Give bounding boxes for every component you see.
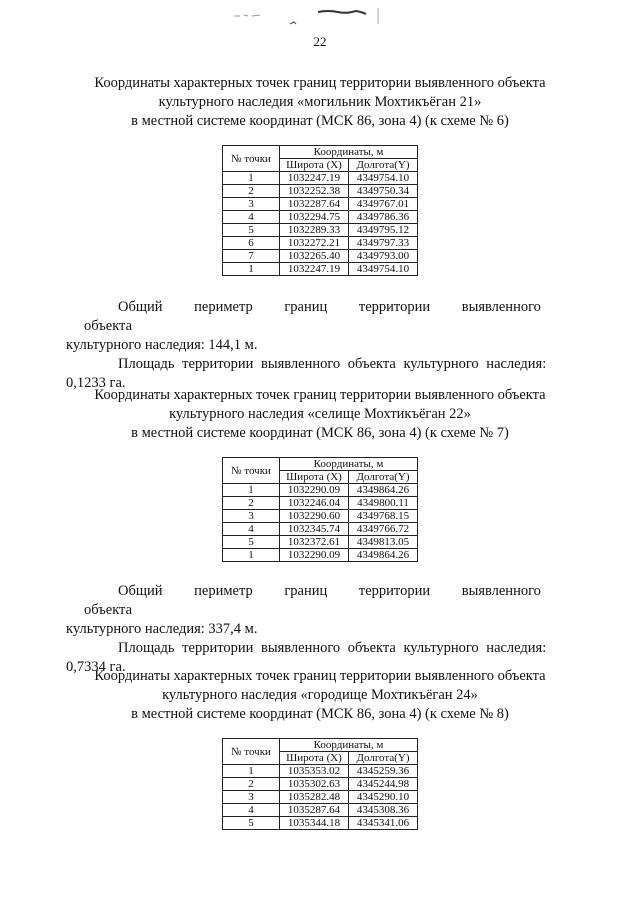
cell-point-number: 2 bbox=[223, 778, 280, 791]
cell-y: 4349754.10 bbox=[349, 172, 418, 185]
table-row bbox=[223, 224, 418, 237]
coordinates-table bbox=[222, 145, 418, 276]
col-header-x: Широта (X) bbox=[280, 752, 349, 765]
cell-y: 4349813.05 bbox=[349, 536, 418, 549]
cell-point-number: 1 bbox=[223, 172, 280, 185]
cell-y: 4345244.98 bbox=[349, 778, 418, 791]
heading-line: культурного наследия «селище Мохтикъёган 22» bbox=[169, 406, 471, 422]
cell-point-number: 1 bbox=[223, 765, 280, 778]
table-row bbox=[223, 185, 418, 198]
cell-y: 4349795.12 bbox=[349, 224, 418, 237]
table-row bbox=[223, 172, 418, 185]
cell-point-number: 4 bbox=[223, 523, 280, 536]
section-heading bbox=[0, 386, 640, 443]
col-header-coordinates: Координаты, м bbox=[280, 458, 418, 471]
cell-x: 1032247.19 bbox=[280, 263, 349, 276]
table-row bbox=[223, 804, 418, 817]
cell-y: 4349800.11 bbox=[349, 497, 418, 510]
area-text-line2: 0,7334 га. bbox=[66, 659, 126, 675]
cell-x: 1032252.38 bbox=[280, 185, 349, 198]
col-header-point: № точки bbox=[223, 458, 280, 484]
cell-point-number: 1 bbox=[223, 484, 280, 497]
cell-y: 4345290.10 bbox=[349, 791, 418, 804]
coordinates-table bbox=[222, 457, 418, 562]
cell-y: 4349864.26 bbox=[349, 549, 418, 562]
perimeter-text-line2: культурного наследия: 337,4 м. bbox=[66, 621, 258, 637]
heading-line: культурного наследия «городище Мохтикъёган 24» bbox=[162, 687, 478, 703]
cell-point-number: 7 bbox=[223, 250, 280, 263]
cell-point-number: 3 bbox=[223, 791, 280, 804]
cell-y: 4349754.10 bbox=[349, 263, 418, 276]
table-row bbox=[223, 484, 418, 497]
cell-point-number: 2 bbox=[223, 497, 280, 510]
cell-x: 1032287.64 bbox=[280, 198, 349, 211]
heading-line: в местной системе координат (МСК 86, зона 4) (к схеме № 6) bbox=[131, 113, 509, 129]
heading-line: Координаты характерных точек границ территории выявленного объекта bbox=[94, 668, 546, 684]
cell-y: 4345308.36 bbox=[349, 804, 418, 817]
cell-x: 1035344.18 bbox=[280, 817, 349, 830]
cell-y: 4349750.34 bbox=[349, 185, 418, 198]
cell-point-number: 3 bbox=[223, 510, 280, 523]
table-row bbox=[223, 765, 418, 778]
cell-point-number: 1 bbox=[223, 263, 280, 276]
table-row bbox=[223, 523, 418, 536]
table-header-row bbox=[223, 458, 418, 471]
cell-y: 4345259.36 bbox=[349, 765, 418, 778]
cell-x: 1035282.48 bbox=[280, 791, 349, 804]
cell-y: 4349767.01 bbox=[349, 198, 418, 211]
cell-x: 1032272.21 bbox=[280, 237, 349, 250]
cell-point-number: 2 bbox=[223, 185, 280, 198]
col-header-coordinates: Координаты, м bbox=[280, 146, 418, 159]
heading-line: культурного наследия «могильник Мохтикъёган 21» bbox=[158, 94, 482, 110]
cell-point-number: 5 bbox=[223, 536, 280, 549]
table-row bbox=[223, 549, 418, 562]
section-heading bbox=[0, 667, 640, 724]
table-row bbox=[223, 198, 418, 211]
table-row bbox=[223, 497, 418, 510]
cell-y: 4349793.00 bbox=[349, 250, 418, 263]
cell-x: 1032372.61 bbox=[280, 536, 349, 549]
table-row bbox=[223, 536, 418, 549]
cell-point-number: 6 bbox=[223, 237, 280, 250]
heading-line: Координаты характерных точек границ территории выявленного объекта bbox=[94, 75, 546, 91]
heading-line: в местной системе координат (МСК 86, зона 4) (к схеме № 7) bbox=[131, 425, 509, 441]
cell-y: 4349766.72 bbox=[349, 523, 418, 536]
cell-point-number: 4 bbox=[223, 211, 280, 224]
table-row bbox=[223, 778, 418, 791]
cell-point-number: 3 bbox=[223, 198, 280, 211]
cell-x: 1035353.02 bbox=[280, 765, 349, 778]
perimeter-text-line1: Общий периметр границ территории выявленного объекта bbox=[84, 583, 541, 618]
table-header-row bbox=[223, 146, 418, 159]
table-row bbox=[223, 791, 418, 804]
heading-line: в местной системе координат (МСК 86, зона 4) (к схеме № 8) bbox=[131, 706, 509, 722]
section-object-21 bbox=[0, 74, 640, 393]
cell-y: 4349864.26 bbox=[349, 484, 418, 497]
cell-x: 1035302.63 bbox=[280, 778, 349, 791]
cell-point-number: 4 bbox=[223, 804, 280, 817]
table-row bbox=[223, 510, 418, 523]
perimeter-text-line2: культурного наследия: 144,1 м. bbox=[66, 337, 258, 353]
col-header-point: № точки bbox=[223, 739, 280, 765]
cell-x: 1032290.09 bbox=[280, 549, 349, 562]
heading-line: Координаты характерных точек границ территории выявленного объекта bbox=[94, 387, 546, 403]
col-header-x: Широта (X) bbox=[280, 159, 349, 172]
table-row bbox=[223, 237, 418, 250]
cell-x: 1032246.04 bbox=[280, 497, 349, 510]
cell-x: 1032345.74 bbox=[280, 523, 349, 536]
cell-y: 4349768.15 bbox=[349, 510, 418, 523]
cell-point-number: 1 bbox=[223, 549, 280, 562]
cell-x: 1032247.19 bbox=[280, 172, 349, 185]
cell-point-number: 5 bbox=[223, 817, 280, 830]
col-header-y: Долгота(Y) bbox=[349, 752, 418, 765]
section-object-22 bbox=[0, 386, 640, 677]
scan-artifact-marks bbox=[230, 6, 400, 28]
cell-x: 1032290.60 bbox=[280, 510, 349, 523]
perimeter-text-line1: Общий периметр границ территории выявленного объекта bbox=[84, 299, 541, 334]
cell-x: 1032289.33 bbox=[280, 224, 349, 237]
cell-y: 4345341.06 bbox=[349, 817, 418, 830]
section-heading bbox=[0, 74, 640, 131]
table-row bbox=[223, 211, 418, 224]
table-header-row bbox=[223, 739, 418, 752]
cell-x: 1035287.64 bbox=[280, 804, 349, 817]
area-text-line1: Площадь территории выявленного объекта культурного наследия: bbox=[118, 640, 547, 656]
cell-x: 1032265.40 bbox=[280, 250, 349, 263]
table-row bbox=[223, 817, 418, 830]
cell-y: 4349786.36 bbox=[349, 211, 418, 224]
col-header-y: Долгота(Y) bbox=[349, 471, 418, 484]
table-row bbox=[223, 250, 418, 263]
area-text-line2: 0,1233 га. bbox=[66, 375, 126, 391]
table-row bbox=[223, 263, 418, 276]
area-text-line1: Площадь территории выявленного объекта культурного наследия: bbox=[118, 356, 547, 372]
cell-point-number: 5 bbox=[223, 224, 280, 237]
section-object-24 bbox=[0, 667, 640, 830]
col-header-y: Долгота(Y) bbox=[349, 159, 418, 172]
col-header-x: Широта (X) bbox=[280, 471, 349, 484]
col-header-coordinates: Координаты, м bbox=[280, 739, 418, 752]
cell-x: 1032294.75 bbox=[280, 211, 349, 224]
page-number: 22 bbox=[313, 34, 327, 49]
coordinates-table bbox=[222, 738, 418, 830]
cell-x: 1032290.09 bbox=[280, 484, 349, 497]
col-header-point: № точки bbox=[223, 146, 280, 172]
cell-y: 4349797.33 bbox=[349, 237, 418, 250]
